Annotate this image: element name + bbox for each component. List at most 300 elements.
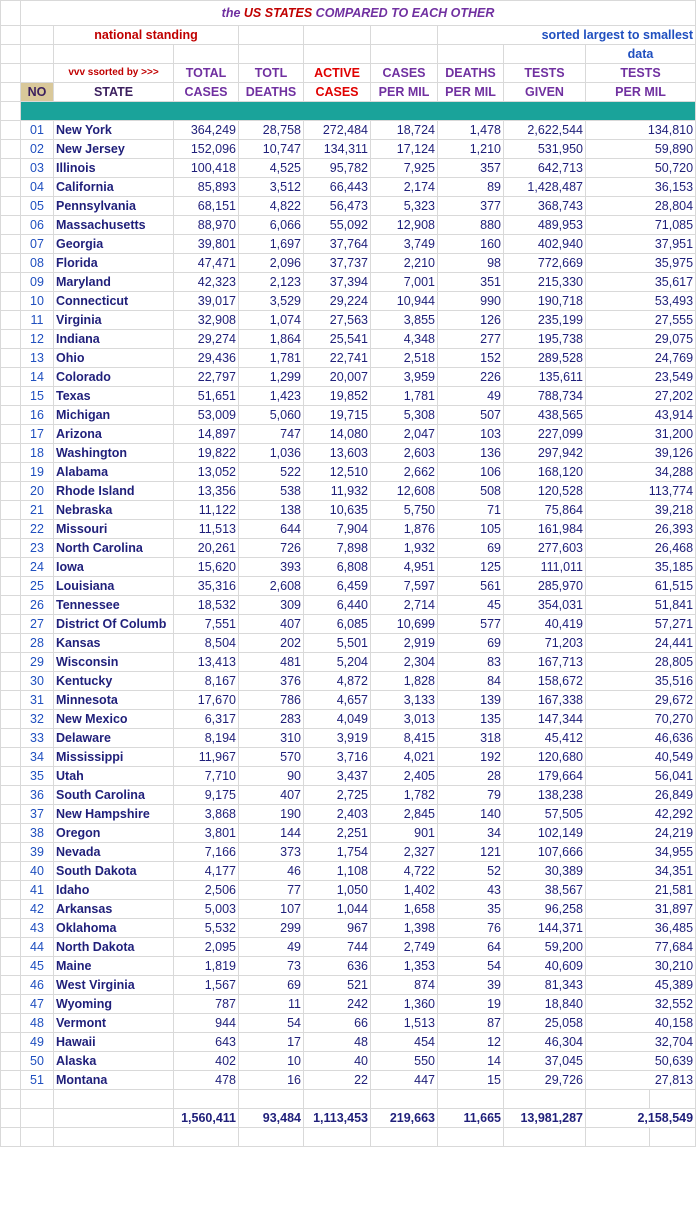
value-cell[interactable]: 34,955 [586,843,696,862]
cell[interactable] [1,235,21,254]
cell[interactable] [1,634,21,653]
cell[interactable] [1,1014,21,1033]
value-cell[interactable]: 2,210 [371,254,438,273]
state-name[interactable]: California [54,178,174,197]
value-cell[interactable]: 13,356 [174,482,239,501]
row-number[interactable]: 31 [21,691,54,710]
value-cell[interactable]: 69 [438,634,504,653]
value-cell[interactable]: 447 [371,1071,438,1090]
state-name[interactable]: Montana [54,1071,174,1090]
cell[interactable] [1,710,21,729]
value-cell[interactable]: 3,437 [304,767,371,786]
state-name[interactable]: Oklahoma [54,919,174,938]
row-number[interactable]: 24 [21,558,54,577]
value-cell[interactable]: 4,872 [304,672,371,691]
value-cell[interactable]: 43 [438,881,504,900]
value-cell[interactable]: 636 [304,957,371,976]
value-cell[interactable]: 50,639 [586,1052,696,1071]
value-cell[interactable]: 46 [239,862,304,881]
value-cell[interactable]: 34 [438,824,504,843]
cell[interactable] [1,482,21,501]
cell[interactable] [1,900,21,919]
value-cell[interactable]: 71,203 [504,634,586,653]
total-cell[interactable]: 2,158,549 [586,1109,696,1128]
state-name[interactable]: West Virginia [54,976,174,995]
row-number[interactable]: 43 [21,919,54,938]
value-cell[interactable]: 39,126 [586,444,696,463]
state-name[interactable]: Nevada [54,843,174,862]
value-cell[interactable]: 5,204 [304,653,371,672]
value-cell[interactable]: 103 [438,425,504,444]
value-cell[interactable]: 106 [438,463,504,482]
value-cell[interactable]: 990 [438,292,504,311]
value-cell[interactable]: 744 [304,938,371,957]
cell[interactable] [1,368,21,387]
cell[interactable] [54,1109,174,1128]
value-cell[interactable]: 12,510 [304,463,371,482]
value-cell[interactable]: 2,919 [371,634,438,653]
value-cell[interactable]: 23,549 [586,368,696,387]
value-cell[interactable]: 76 [438,919,504,938]
value-cell[interactable]: 9,175 [174,786,239,805]
value-cell[interactable]: 35,316 [174,577,239,596]
value-cell[interactable]: 3,959 [371,368,438,387]
value-cell[interactable]: 26,393 [586,520,696,539]
value-cell[interactable]: 22 [304,1071,371,1090]
value-cell[interactable]: 364,249 [174,121,239,140]
cell[interactable] [1,140,21,159]
value-cell[interactable]: 14,897 [174,425,239,444]
value-cell[interactable]: 34,351 [586,862,696,881]
value-cell[interactable]: 11 [239,995,304,1014]
value-cell[interactable]: 26,849 [586,786,696,805]
cell[interactable] [371,1128,438,1147]
row-number[interactable]: 05 [21,197,54,216]
value-cell[interactable]: 37,045 [504,1052,586,1071]
value-cell[interactable]: 16 [239,1071,304,1090]
row-number[interactable]: 37 [21,805,54,824]
value-cell[interactable]: 1,360 [371,995,438,1014]
cell[interactable] [21,1090,54,1109]
value-cell[interactable]: 2,725 [304,786,371,805]
value-cell[interactable]: 3,919 [304,729,371,748]
value-cell[interactable]: 12,908 [371,216,438,235]
value-cell[interactable]: 45,412 [504,729,586,748]
row-number[interactable]: 06 [21,216,54,235]
row-number[interactable]: 28 [21,634,54,653]
cell[interactable] [1,672,21,691]
value-cell[interactable]: 88,970 [174,216,239,235]
value-cell[interactable]: 27,555 [586,311,696,330]
value-cell[interactable]: 36,485 [586,919,696,938]
value-cell[interactable]: 4,049 [304,710,371,729]
cell[interactable] [1,83,21,102]
value-cell[interactable]: 3,529 [239,292,304,311]
value-cell[interactable]: 107 [239,900,304,919]
value-cell[interactable]: 2,622,544 [504,121,586,140]
value-cell[interactable]: 32,704 [586,1033,696,1052]
value-cell[interactable]: 25,541 [304,330,371,349]
value-cell[interactable]: 6,459 [304,577,371,596]
value-cell[interactable]: 786 [239,691,304,710]
row-number[interactable]: 15 [21,387,54,406]
row-number[interactable]: 46 [21,976,54,995]
state-name[interactable]: Vermont [54,1014,174,1033]
state-name[interactable]: Nebraska [54,501,174,520]
value-cell[interactable]: 30,389 [504,862,586,881]
value-cell[interactable]: 61,515 [586,577,696,596]
value-cell[interactable]: 22,741 [304,349,371,368]
value-cell[interactable]: 28 [438,767,504,786]
value-cell[interactable]: 138,238 [504,786,586,805]
value-cell[interactable]: 2,405 [371,767,438,786]
row-number[interactable]: 21 [21,501,54,520]
value-cell[interactable]: 1,697 [239,235,304,254]
value-cell[interactable]: 1,402 [371,881,438,900]
value-cell[interactable]: 45,389 [586,976,696,995]
value-cell[interactable]: 787 [174,995,239,1014]
value-cell[interactable]: 134,311 [304,140,371,159]
value-cell[interactable]: 310 [239,729,304,748]
row-number[interactable]: 27 [21,615,54,634]
cell[interactable] [239,1090,304,1109]
value-cell[interactable]: 121 [438,843,504,862]
total-cell[interactable]: 93,484 [239,1109,304,1128]
value-cell[interactable]: 6,808 [304,558,371,577]
cell[interactable] [1,1128,21,1147]
value-cell[interactable]: 4,951 [371,558,438,577]
cell[interactable] [1,938,21,957]
total-cell[interactable]: 1,113,453 [304,1109,371,1128]
value-cell[interactable]: 1,478 [438,121,504,140]
value-cell[interactable]: 52 [438,862,504,881]
cell[interactable] [371,26,438,45]
value-cell[interactable]: 84 [438,672,504,691]
value-cell[interactable]: 8,167 [174,672,239,691]
value-cell[interactable]: 507 [438,406,504,425]
value-cell[interactable]: 376 [239,672,304,691]
value-cell[interactable]: 14,080 [304,425,371,444]
row-number[interactable]: 48 [21,1014,54,1033]
state-name[interactable]: Oregon [54,824,174,843]
value-cell[interactable]: 788,734 [504,387,586,406]
cell[interactable] [304,45,371,64]
state-name[interactable]: New Jersey [54,140,174,159]
value-cell[interactable]: 10,944 [371,292,438,311]
row-number[interactable]: 14 [21,368,54,387]
value-cell[interactable]: 49 [438,387,504,406]
cell[interactable] [1,976,21,995]
value-cell[interactable]: 152,096 [174,140,239,159]
state-name[interactable]: Arkansas [54,900,174,919]
value-cell[interactable]: 113,774 [586,482,696,501]
value-cell[interactable]: 20,007 [304,368,371,387]
value-cell[interactable]: 28,804 [586,197,696,216]
value-cell[interactable]: 772,669 [504,254,586,273]
value-cell[interactable]: 77 [239,881,304,900]
value-cell[interactable]: 3,133 [371,691,438,710]
row-number[interactable]: 20 [21,482,54,501]
value-cell[interactable]: 18,724 [371,121,438,140]
cell[interactable] [304,1128,371,1147]
row-number[interactable]: 41 [21,881,54,900]
row-number[interactable]: 01 [21,121,54,140]
cell[interactable] [371,1090,438,1109]
value-cell[interactable]: 22,797 [174,368,239,387]
value-cell[interactable]: 190,718 [504,292,586,311]
value-cell[interactable]: 2,123 [239,273,304,292]
value-cell[interactable]: 18,532 [174,596,239,615]
value-cell[interactable]: 15,620 [174,558,239,577]
value-cell[interactable]: 277,603 [504,539,586,558]
cell[interactable] [650,1090,696,1109]
state-name[interactable]: South Carolina [54,786,174,805]
value-cell[interactable]: 7,710 [174,767,239,786]
row-number[interactable]: 10 [21,292,54,311]
cell[interactable] [1,1090,21,1109]
state-name[interactable]: Rhode Island [54,482,174,501]
row-number[interactable]: 35 [21,767,54,786]
state-name[interactable]: Delaware [54,729,174,748]
value-cell[interactable]: 167,338 [504,691,586,710]
value-cell[interactable]: 318 [438,729,504,748]
value-cell[interactable]: 538 [239,482,304,501]
value-cell[interactable]: 89 [438,178,504,197]
value-cell[interactable]: 24,769 [586,349,696,368]
value-cell[interactable]: 96,258 [504,900,586,919]
cell[interactable] [304,26,371,45]
value-cell[interactable]: 1,828 [371,672,438,691]
value-cell[interactable]: 373 [239,843,304,862]
value-cell[interactable]: 34,288 [586,463,696,482]
value-cell[interactable]: 901 [371,824,438,843]
value-cell[interactable]: 481 [239,653,304,672]
value-cell[interactable]: 7,904 [304,520,371,539]
value-cell[interactable]: 3,013 [371,710,438,729]
cell[interactable] [1,558,21,577]
value-cell[interactable]: 29,224 [304,292,371,311]
cell[interactable] [1,748,21,767]
value-cell[interactable]: 357 [438,159,504,178]
cell[interactable] [1,197,21,216]
value-cell[interactable]: 289,528 [504,349,586,368]
row-number[interactable]: 29 [21,653,54,672]
value-cell[interactable]: 27,813 [586,1071,696,1090]
value-cell[interactable]: 18,840 [504,995,586,1014]
value-cell[interactable]: 85,893 [174,178,239,197]
cell[interactable] [1,463,21,482]
value-cell[interactable]: 179,664 [504,767,586,786]
cell[interactable] [504,1128,586,1147]
value-cell[interactable]: 53,009 [174,406,239,425]
state-name[interactable]: Colorado [54,368,174,387]
value-cell[interactable]: 10,635 [304,501,371,520]
value-cell[interactable]: 32,908 [174,311,239,330]
value-cell[interactable]: 98 [438,254,504,273]
cell[interactable] [1,330,21,349]
value-cell[interactable]: 11,513 [174,520,239,539]
value-cell[interactable]: 28,758 [239,121,304,140]
cell[interactable] [239,45,304,64]
state-name[interactable]: Wyoming [54,995,174,1014]
cell[interactable] [1,520,21,539]
value-cell[interactable]: 42,292 [586,805,696,824]
value-cell[interactable]: 2,662 [371,463,438,482]
state-name[interactable]: Iowa [54,558,174,577]
total-cell[interactable]: 219,663 [371,1109,438,1128]
value-cell[interactable]: 2,251 [304,824,371,843]
value-cell[interactable]: 120,528 [504,482,586,501]
value-cell[interactable]: 69 [438,539,504,558]
row-number[interactable]: 11 [21,311,54,330]
value-cell[interactable]: 2,603 [371,444,438,463]
state-name[interactable]: New Hampshire [54,805,174,824]
state-name[interactable]: Pennsylvania [54,197,174,216]
value-cell[interactable]: 642,713 [504,159,586,178]
value-cell[interactable]: 26,468 [586,539,696,558]
cell[interactable] [1,387,21,406]
value-cell[interactable]: 10,747 [239,140,304,159]
value-cell[interactable]: 7,166 [174,843,239,862]
value-cell[interactable]: 12,608 [371,482,438,501]
cell[interactable] [21,1109,54,1128]
cell[interactable] [1,539,21,558]
value-cell[interactable]: 158,672 [504,672,586,691]
cell[interactable] [1,862,21,881]
value-cell[interactable]: 19,822 [174,444,239,463]
value-cell[interactable]: 2,047 [371,425,438,444]
row-number[interactable]: 07 [21,235,54,254]
row-number[interactable]: 23 [21,539,54,558]
value-cell[interactable]: 880 [438,216,504,235]
value-cell[interactable]: 1,754 [304,843,371,862]
value-cell[interactable]: 1,513 [371,1014,438,1033]
value-cell[interactable]: 1,658 [371,900,438,919]
value-cell[interactable]: 27,563 [304,311,371,330]
value-cell[interactable]: 8,415 [371,729,438,748]
row-number[interactable]: 49 [21,1033,54,1052]
value-cell[interactable]: 1,876 [371,520,438,539]
state-name[interactable]: District Of Columb [54,615,174,634]
value-cell[interactable]: 135,611 [504,368,586,387]
row-number[interactable]: 04 [21,178,54,197]
row-number[interactable]: 42 [21,900,54,919]
value-cell[interactable]: 24,441 [586,634,696,653]
cell[interactable] [1,292,21,311]
row-number[interactable]: 50 [21,1052,54,1071]
value-cell[interactable]: 944 [174,1014,239,1033]
value-cell[interactable]: 39 [438,976,504,995]
state-name[interactable]: Wisconsin [54,653,174,672]
value-cell[interactable]: 57,505 [504,805,586,824]
value-cell[interactable]: 39,801 [174,235,239,254]
value-cell[interactable]: 17,124 [371,140,438,159]
value-cell[interactable]: 30,210 [586,957,696,976]
value-cell[interactable]: 10 [239,1052,304,1071]
cell[interactable] [54,1128,174,1147]
cell[interactable] [21,26,54,45]
cell[interactable] [650,1128,696,1147]
value-cell[interactable]: 2,304 [371,653,438,672]
value-cell[interactable]: 48 [304,1033,371,1052]
value-cell[interactable]: 2,506 [174,881,239,900]
value-cell[interactable]: 1,036 [239,444,304,463]
state-name[interactable]: Florida [54,254,174,273]
value-cell[interactable]: 4,021 [371,748,438,767]
cell[interactable] [1,273,21,292]
value-cell[interactable]: 35,617 [586,273,696,292]
value-cell[interactable]: 29,436 [174,349,239,368]
cell[interactable] [1,501,21,520]
value-cell[interactable]: 19,715 [304,406,371,425]
value-cell[interactable]: 11,967 [174,748,239,767]
value-cell[interactable]: 13,413 [174,653,239,672]
cell[interactable] [239,26,304,45]
cell[interactable] [586,1128,650,1147]
cell[interactable] [504,1090,586,1109]
value-cell[interactable]: 3,801 [174,824,239,843]
state-name[interactable]: Ohio [54,349,174,368]
value-cell[interactable]: 508 [438,482,504,501]
row-number[interactable]: 47 [21,995,54,1014]
value-cell[interactable]: 4,177 [174,862,239,881]
cell[interactable] [1,577,21,596]
cell[interactable] [1,653,21,672]
value-cell[interactable]: 29,672 [586,691,696,710]
state-name[interactable]: Arizona [54,425,174,444]
value-cell[interactable]: 39,017 [174,292,239,311]
value-cell[interactable]: 192 [438,748,504,767]
value-cell[interactable]: 81,343 [504,976,586,995]
value-cell[interactable]: 2,714 [371,596,438,615]
state-name[interactable]: Maryland [54,273,174,292]
state-name[interactable]: Texas [54,387,174,406]
value-cell[interactable]: 393 [239,558,304,577]
value-cell[interactable]: 51,651 [174,387,239,406]
value-cell[interactable]: 14 [438,1052,504,1071]
value-cell[interactable]: 4,525 [239,159,304,178]
value-cell[interactable]: 195,738 [504,330,586,349]
value-cell[interactable]: 1,398 [371,919,438,938]
cell[interactable] [1,311,21,330]
row-number[interactable]: 19 [21,463,54,482]
value-cell[interactable]: 726 [239,539,304,558]
state-name[interactable]: Utah [54,767,174,786]
state-name[interactable]: Alabama [54,463,174,482]
value-cell[interactable]: 167,713 [504,653,586,672]
value-cell[interactable]: 577 [438,615,504,634]
value-cell[interactable]: 37,951 [586,235,696,254]
cell[interactable] [1,881,21,900]
value-cell[interactable]: 95,782 [304,159,371,178]
cell[interactable] [1,121,21,140]
value-cell[interactable]: 402,940 [504,235,586,254]
value-cell[interactable]: 967 [304,919,371,938]
value-cell[interactable]: 874 [371,976,438,995]
value-cell[interactable]: 46,304 [504,1033,586,1052]
value-cell[interactable]: 521 [304,976,371,995]
value-cell[interactable]: 1,050 [304,881,371,900]
value-cell[interactable]: 49 [239,938,304,957]
value-cell[interactable]: 377 [438,197,504,216]
row-number[interactable]: 38 [21,824,54,843]
value-cell[interactable]: 144 [239,824,304,843]
cell[interactable] [1,64,21,83]
value-cell[interactable]: 134,810 [586,121,696,140]
row-number[interactable]: 22 [21,520,54,539]
value-cell[interactable]: 644 [239,520,304,539]
value-cell[interactable]: 407 [239,615,304,634]
